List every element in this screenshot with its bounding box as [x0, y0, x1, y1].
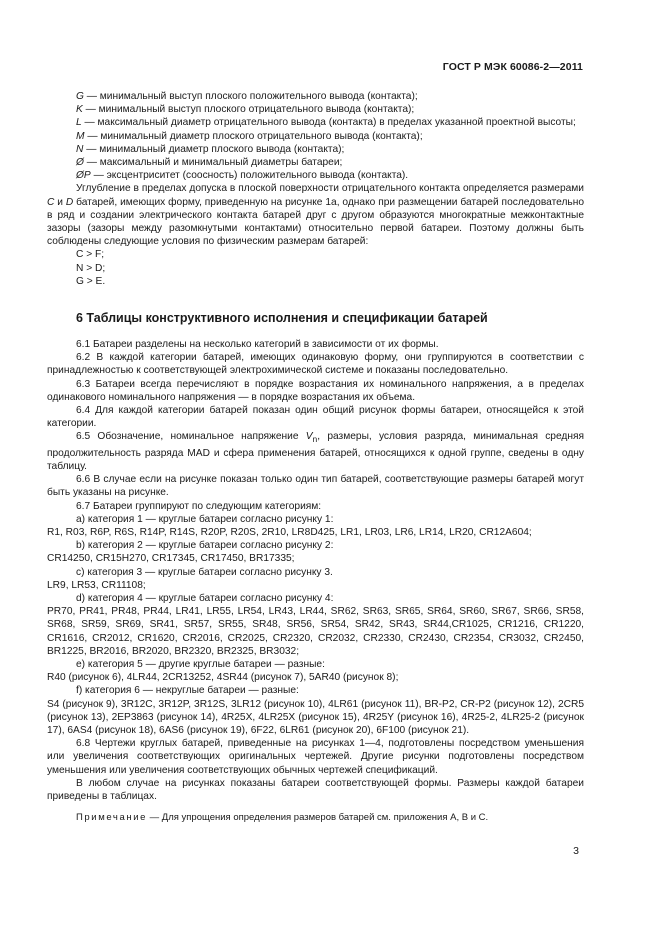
- subscript: n: [312, 434, 318, 445]
- definition-g: [47, 90, 584, 103]
- para-6-2: 6.2 В каждой категории батарей, имеющих одинаковую форму, они группируются в соответствии с принадлежностью к соответствующей электрохимической системе и показаны последовательно.: [47, 352, 584, 377]
- symbol: G: [76, 91, 84, 102]
- definition-text: — минимальный выступ плоского положительного вывода (контакта);: [83, 91, 418, 102]
- para-6-3: 6.3 Батареи всегда перечисляют в порядке возрастания их номинального напряжения, а в пределах одинакового номинального напряжения — в порядке возрастания их объема.: [47, 378, 584, 403]
- definition-text: — минимальный диаметр плоского отрицательного вывода (контакта);: [84, 130, 423, 142]
- symbol: Ø: [76, 157, 84, 169]
- symbol: L: [76, 117, 82, 129]
- note: [47, 811, 584, 824]
- para-6-7: 6.7 Батареи группируют по следующим категориям:: [76, 500, 322, 512]
- para-6-1: 6.1 Батареи разделены на несколько категорий в зависимости от их формы.: [76, 339, 439, 351]
- definition-m: [47, 130, 584, 143]
- category-3-list: LR9, LR53, CR11108;: [47, 579, 146, 591]
- para-6-6: 6.6 В случае если на рисунке показан только один тип батарей, соответствующие размеры батарей могут быть указаны на рисунке.: [47, 474, 584, 499]
- document-body: [47, 90, 584, 824]
- standard-header: ГОСТ Р МЭК 60086-2—2011: [442, 61, 583, 73]
- condition-3: G > E.: [76, 275, 106, 287]
- definition-eccentricity: [47, 169, 584, 182]
- symbol: D: [65, 196, 74, 208]
- definition-text: — эксцентриситет (соосность) положительного вывода (контакта).: [90, 170, 409, 182]
- definition-text: — минимальный диаметр плоского вывода (контакта);: [83, 143, 345, 155]
- category-6-label: f) категория 6 — некруглые батареи — разные:: [76, 685, 299, 697]
- category-2-label: b) категория 2 — круглые батареи согласно рисунку 2:: [76, 540, 334, 552]
- recess-paragraph: [47, 182, 584, 248]
- category-4-label: d) категория 4 — круглые батареи согласно рисунку 4:: [76, 592, 334, 604]
- para-final: В любом случае на рисунках показаны батареи соответствующей формы. Размеры каждой батареи приведены в таблицах.: [47, 777, 584, 802]
- symbol: M: [76, 130, 85, 142]
- text-run: и: [54, 196, 66, 208]
- category-2-list: CR14250, CR15H270, CR17345, CR17450, BR17335;: [47, 553, 295, 565]
- text-run: Углубление в пределах допуска в плоской поверхности отрицательного контакта определяется размерами: [76, 183, 584, 195]
- symbol: V: [305, 431, 313, 443]
- definition-n: [47, 143, 584, 156]
- definition-text: — максимальный и минимальный диаметры батареи;: [83, 157, 343, 169]
- definition-l: [47, 116, 584, 129]
- note-label: Примечание: [76, 812, 147, 824]
- definition-text: — максимальный диаметр отрицательного вывода (контакта) в пределах указанной проектной высоты;: [81, 117, 576, 129]
- symbol: C: [47, 196, 55, 208]
- category-1-label: a) категория 1 — круглые батареи согласно рисунку 1:: [76, 513, 334, 525]
- definition-diameter: [47, 156, 584, 169]
- definition-k: [47, 103, 584, 116]
- category-4-list: PR70, PR41, PR48, PR44, LR41, LR55, LR54, LR43, LR44, SR62, SR63, SR65, SR64, SR60, SR67, SR66, SR58, SR68, SR59, SR69, SR41, SR57, SR55, SR48, SR56, SR54, SR42, SR43, SR44,CR1025, CR1216, CR1220, CR1616, CR2012, CR1620, CR2016, CR2025, CR2320, CR2032, CR2330, CR2430, CR2354, CR3032, CR2450, BR1225, BR2016, BR2020, BR2320, BR2325, BR3032;: [47, 606, 584, 657]
- condition-1: C > F;: [76, 249, 105, 261]
- symbol: N: [76, 143, 84, 155]
- text-run: 6.5 Обозначение, номинальное напряжение: [76, 431, 306, 443]
- para-6-4: 6.4 Для каждой категории батарей показан один общий рисунок формы батареи, относящейся к этой категории.: [47, 405, 584, 430]
- condition-2: N > D;: [76, 262, 106, 274]
- symbol: K: [76, 104, 83, 116]
- category-1-list: R1, R03, R6P, R6S, R14P, R14S, R20P, R20S, 2R10, LR8D425, LR1, LR03, LR6, LR14, LR20, CR12A604;: [47, 526, 532, 538]
- page-number: 3: [573, 845, 579, 857]
- symbol: ØP: [76, 170, 91, 182]
- text-run: , размеры, условия разряда, минимальная средняя продолжительность разряда MAD и сфера применения батарей, относящихся к одной группе, сведены в одну таблицу.: [47, 431, 584, 472]
- para-6-5: [47, 430, 584, 473]
- category-5-list: R40 (рисунок 6), 4LR44, 2CR13252, 4SR44 (рисунок 7), 5AR40 (рисунок 8);: [47, 672, 399, 684]
- text-run: батарей, имеющих форму, приведенную на рисунке 1а, однако при размещении батарей последовательно в ряд и создании электрического контакта батарей друг с другом образуются многократные межконтактные зазоры (зазоры между разомкнутыми контактами) относительно первой батареи. Поэтому должны быть соблюдены следующие условия по физическим размерам батарей:: [47, 196, 584, 248]
- para-6-8: 6.8 Чертежи круглых батарей, приведенные на рисунках 1—4, подготовлены посредством уменьшения или увеличения соответствующих оригинальных чертежей. Другие рисунки подготовлены посредством уменьшения или увеличения соответствующих обычных чертежей спецификаций.: [47, 738, 584, 776]
- section-heading: 6 Таблицы конструктивного исполнения и спецификации батарей: [76, 311, 488, 326]
- category-6-list: S4 (рисунок 9), 3R12C, 3R12P, 3R12S, 3LR12 (рисунок 10), 4LR61 (рисунок 11), BR-P2, CR-P2 (рисунок 12), 2CR5 (рисунок 13), 2EP3863 (рисунок 14), 4R25X, 4LR25X (рисунок 15), 4R25Y (рисунок 16), 4R25-2, 4LR25-2 (рисунок 17), 6AS4 (рисунок 18), 6AS6 (рисунок 19), 6F22, 6LR61 (рисунок 20), 6F100 (рисунок 21).: [47, 698, 584, 736]
- note-text: — Для упрощения определения размеров батарей см. приложения А, В и С.: [147, 812, 489, 824]
- category-3-label: c) категория 3 — круглые батареи согласно рисунку 3.: [76, 566, 333, 578]
- category-5-label: e) категория 5 — другие круглые батареи — разные:: [76, 658, 325, 670]
- definition-text: — минимальный выступ плоского отрицательного вывода (контакта);: [82, 104, 415, 116]
